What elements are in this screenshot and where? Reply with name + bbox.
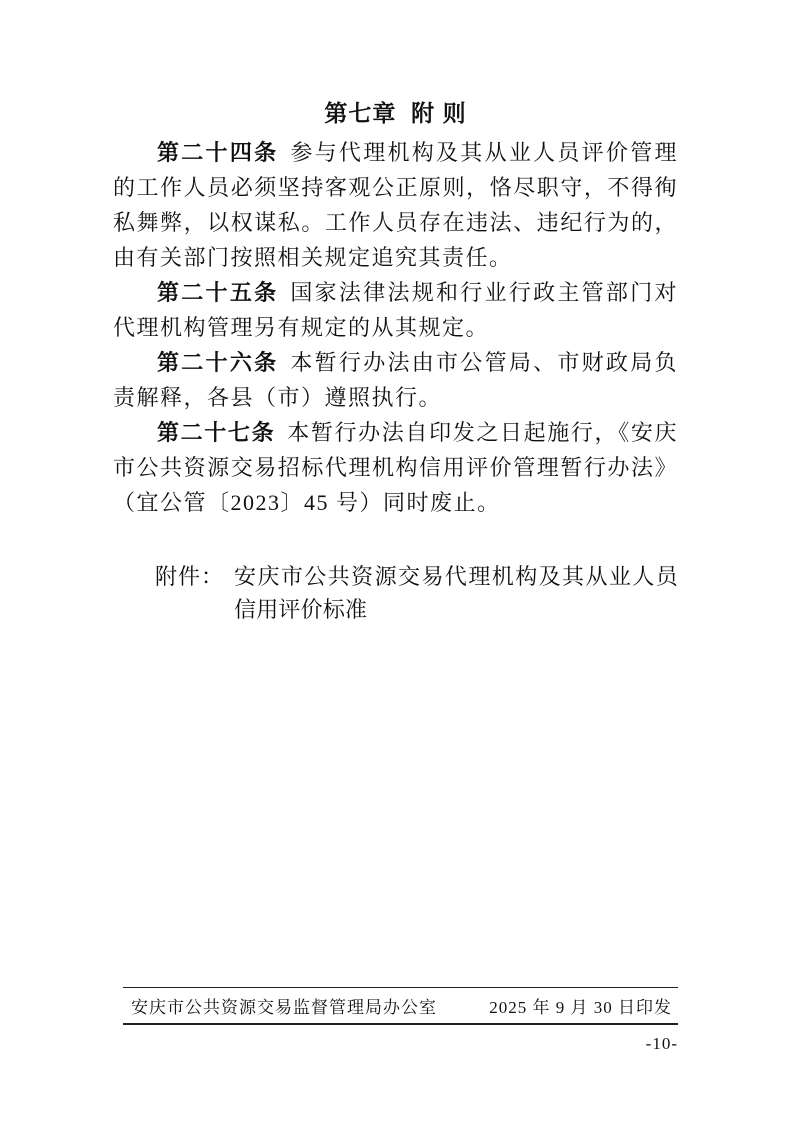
page-number: -10- [645,1034,678,1053]
issuer-text: 安庆市公共资源交易监督管理局办公室 [131,998,437,1017]
article-text-27: 本暂行办法自印发之日起施行，《安庆市公共资源交易招标代理机构信用评价管理暂行办法》（宜公管〔2023〕45 号）同时废止。 [113,420,678,515]
article-number-24: 第二十四条 [157,140,279,165]
document-content [113,96,678,626]
print-date: 2025 年 9 月 30 日印发 [489,998,672,1017]
attachment-note [113,560,678,626]
article-paragraph-26 [113,345,678,415]
article-paragraph-24 [113,135,678,275]
article-number-26: 第二十六条 [157,350,279,375]
article-paragraph-27 [113,415,678,520]
article-paragraph-25 [113,275,678,345]
attachment-text: 安庆市公共资源交易代理机构及其从业人员信用评价标准 [234,564,678,622]
article-text-24: 参与代理机构及其从业人员评价管理的工作人员必须坚持客观公正原则，恪尽职守，不得徇私舞弊，以权谋私。工作人员存在违法、违纪行为的，由有关部门按照相关规定追究其责任。 [113,140,678,270]
article-number-25: 第二十五条 [157,280,279,305]
article-text-26: 本暂行办法由市公管局、市财政局负责解释，各县（市）遵照执行。 [113,350,678,410]
attachment-label: 附件： [155,564,225,589]
article-text-25: 国家法律法规和行业行政主管部门对代理机构管理另有规定的从其规定。 [113,280,678,340]
chapter-title: 第七章 附 则 [324,100,467,126]
article-number-27: 第二十七条 [157,420,276,445]
page-footer [123,987,678,1025]
